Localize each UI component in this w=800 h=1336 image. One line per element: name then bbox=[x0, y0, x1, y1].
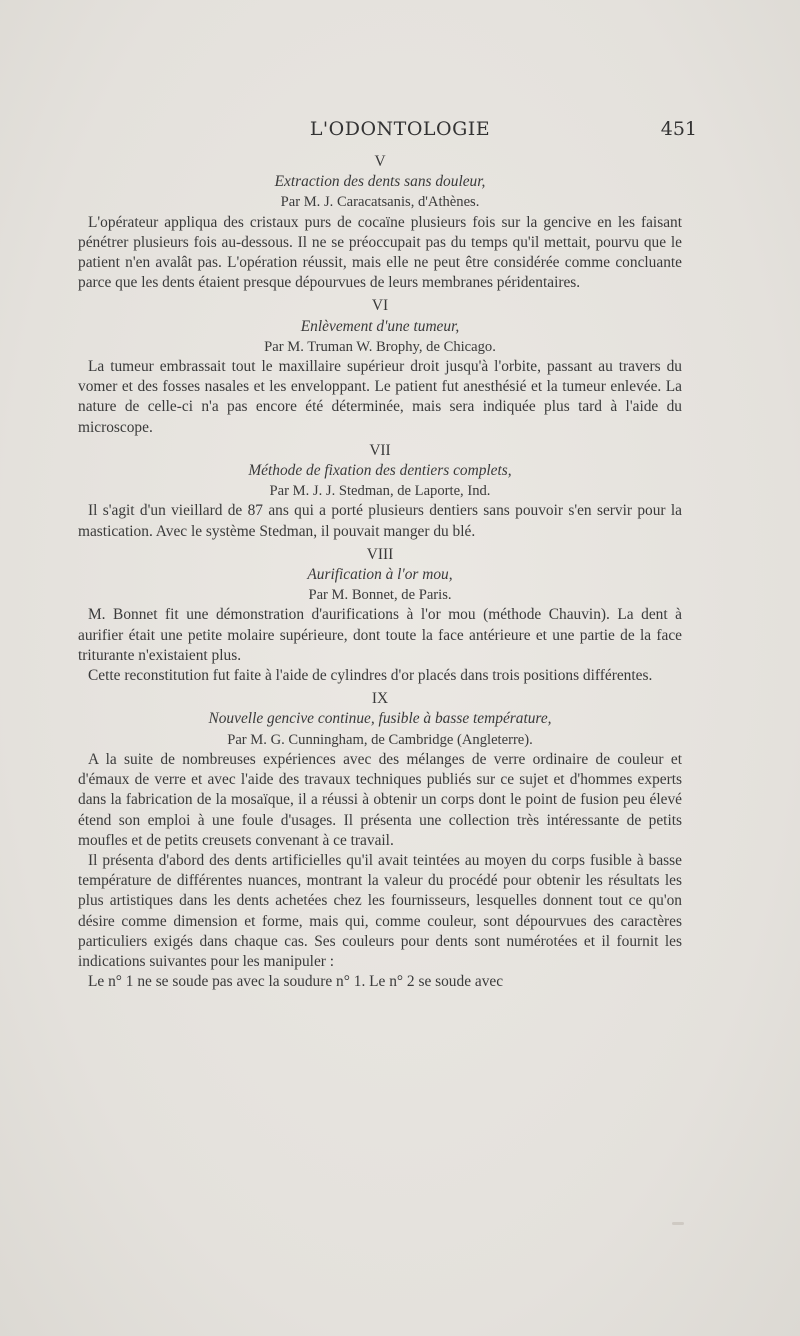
paragraph: Le n° 1 ne se soude pas avec la soudure n° 1. Le n° 2 se soude avec bbox=[88, 973, 504, 991]
section-title: Extraction des dents sans douleur, bbox=[274, 173, 486, 191]
section-author: Par M. J. J. Stedman, de Laporte, Ind. bbox=[269, 483, 491, 500]
paragraph: A la suite de nombreuses expériences avec des mélanges de verre ordinaire de couleur et d'émaux de verre et avec l'aide des travaux techniques publiés sur ce sujet et d'hommes experts dans la fabrication de la mosaïque, il a réussi à obtenir un corps dont le point de fusion peu élevé étend son emploi à une foule d'usages. Il présenta une collection très intéressante de petits moufles et de petits creusets convenant à ce travail. bbox=[78, 750, 682, 849]
paragraph: La tumeur embrassait tout le maxillaire supérieur droit jusqu'à l'orbite, passant au travers du vomer et des fosses nasales et les enveloppant. Le patient fut anesthésié et la tumeur enlevée. La nature de celle-ci n'a pas encore été déterminée, mais sera indiquée plus tard à l'aide du microscope. bbox=[78, 358, 682, 436]
page-body bbox=[78, 152, 682, 995]
paragraph: Il s'agit d'un vieillard de 87 ans qui a porté plusieurs dentiers sans pouvoir s'en servir pour la mastication. Avec le système Stedman, il pouvait manger du blé. bbox=[78, 502, 682, 540]
section-author: Par M. Bonnet, de Paris. bbox=[308, 587, 452, 604]
paragraph: Cette reconstitution fut faite à l'aide de cylindres d'or placés dans trois positions différentes. bbox=[88, 667, 653, 685]
paragraph: Il présenta d'abord des dents artificielles qu'il avait teintées au moyen du corps fusible à basse température de différentes nuances, montrant la valeur du procédé pour obtenir les résultats les plus artistiques dans les dents achetées chez les fournisseurs, lesquelles donnent tout ce qu'on désire comme dimension et forme, mais qui, comme couleur, sont dépourvues des caractères particuliers exigés dans chaque cas. Ses couleurs pour dents sont numérotées et il fournit les indications suivantes pour les manipuler : bbox=[78, 851, 682, 970]
section-viii bbox=[78, 545, 682, 686]
page-number: 451 bbox=[660, 118, 697, 140]
section-vi bbox=[78, 296, 682, 437]
section-v bbox=[78, 152, 682, 293]
paper-blemish bbox=[672, 1222, 684, 1225]
section-author: Par M. J. Caracatsanis, d'Athènes. bbox=[280, 194, 480, 211]
paragraph: M. Bonnet fit une démonstration d'aurifications à l'or mou (méthode Chauvin). La dent à aurifier était une petite molaire supérieure, dont toute la face antérieure et une partie de la face triturante n'existaient plus. bbox=[78, 606, 682, 664]
section-ix bbox=[78, 689, 682, 992]
paragraph: L'opérateur appliqua des cristaux purs de cocaïne plusieurs fois sur la gencive en les faisant pénétrer plusieurs fois au-dessous. Il ne se préoccupait pas du temps qu'il mettait, pourvu que le patient n'en avalât pas. L'opération réussit, mais elle ne peut être considérée comme concluante parce que les dents étaient presque dépourvues de leurs membranes péridentaires. bbox=[78, 213, 682, 292]
section-author: Par M. G. Cunningham, de Cambridge (Angleterre). bbox=[227, 731, 533, 748]
section-title: Aurification à l'or mou, bbox=[307, 566, 453, 584]
section-numeral: VIII bbox=[366, 545, 394, 563]
section-title: Enlèvement d'une tumeur, bbox=[300, 317, 460, 335]
section-numeral: VI bbox=[371, 297, 389, 315]
section-author: Par M. Truman W. Brophy, de Chicago. bbox=[264, 338, 496, 355]
section-numeral: IX bbox=[371, 690, 389, 708]
section-numeral: VII bbox=[369, 441, 391, 459]
section-numeral: V bbox=[374, 153, 386, 170]
running-title: L'ODONTOLOGIE bbox=[309, 118, 491, 140]
section-vii bbox=[78, 441, 682, 542]
section-title: Nouvelle gencive continue, fusible à basse température, bbox=[208, 710, 552, 728]
section-title: Méthode de fixation des dentiers complets, bbox=[248, 462, 512, 480]
page-header bbox=[0, 118, 800, 148]
